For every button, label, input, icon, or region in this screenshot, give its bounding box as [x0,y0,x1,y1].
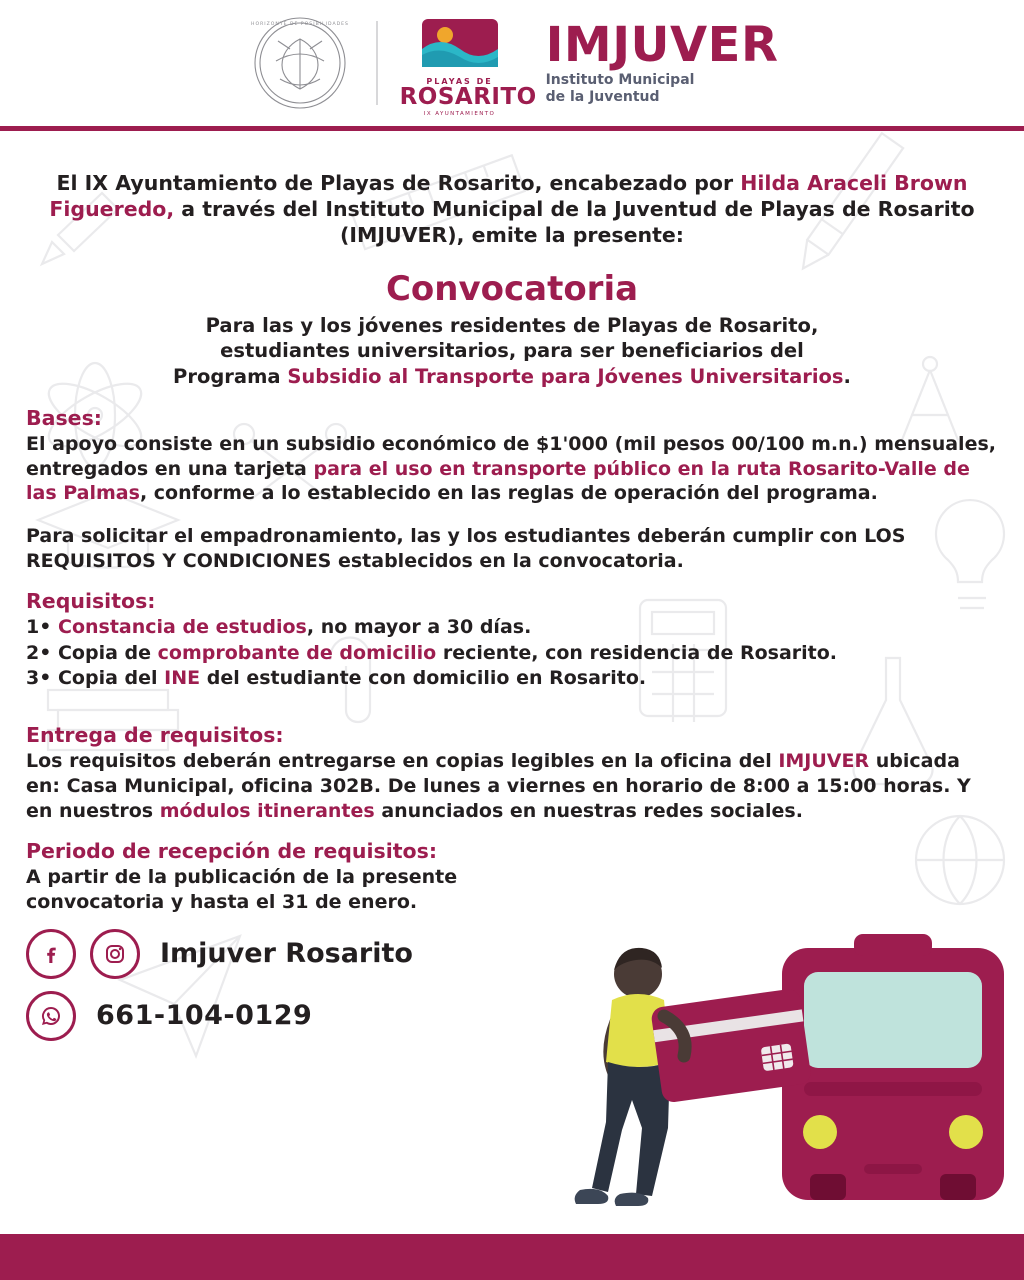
entrega-imjuver-highlight: IMJUVER [778,750,870,773]
footer-teeth [0,1234,1024,1252]
spacer [26,691,998,707]
contact-block [0,929,1024,1041]
intro-part1: El IX Ayuntamiento de Playas de Rosarito, encabezado por [56,170,741,195]
instagram-icon[interactable] [90,929,140,979]
bases-heading: Bases: [26,405,102,430]
page-header [0,0,1024,126]
bases-text-b: , conforme a lo establecido en las reglas de operación del programa. [139,482,878,505]
subtitle-line-3 [26,364,998,390]
page-title: Convocatoria [385,268,639,309]
bases-paragraph-1 [26,432,998,506]
requisito-post: del estudiante con domicilio en Rosarito. [200,666,647,689]
requisito-number: 2• [26,641,52,664]
subtitle-line-2: estudiantes universitarios, para ser beneficiarios del [220,339,804,363]
entrega-heading: Entrega de requisitos: [26,723,284,748]
subtitle-line3-pre: Programa [173,365,288,389]
periodo-heading: Periodo de recepción de requisitos: [26,839,438,864]
bases-paragraph-2: Para solicitar el empadronamiento, las y los estudiantes deberán cumplir con LOS REQUISITOS Y CONDICIONES establecidos en la convocatoria. [26,524,906,572]
phone-number: 661-104-0129 [96,1000,313,1032]
intro-paragraph [26,170,998,249]
requisito-highlight: Constancia de estudios [58,616,307,639]
requisito-post: , no mayor a 30 días. [306,616,532,639]
rosarito-small-label: PLAYAS DE [426,77,493,86]
entrega-paragraph [26,749,998,823]
imjuver-title: IMJUVER [545,17,779,74]
requisitos-list [26,615,998,691]
logo-divider [376,21,378,105]
playas-de-rosarito-logo [399,15,537,117]
requisito-pre: Copia de [51,641,158,664]
social-handle: Imjuver Rosarito [160,938,413,970]
list-item [26,641,998,666]
requisito-number: 3• [26,666,52,689]
requisitos-heading: Requisitos: [26,589,156,614]
facebook-icon[interactable] [26,929,76,979]
logo-group [246,15,537,117]
rosarito-tiny-label: IX AYUNTAMIENTO [423,111,496,117]
requisito-pre: Copia del [51,666,165,689]
imjuver-brand [545,17,779,105]
rosarito-seal-icon [246,15,354,111]
program-name: Subsidio al Transporte para Jóvenes Universitarios [287,365,844,389]
periodo-line-1: A partir de la publicación de la presente [26,866,458,889]
svg-text:HORIZONTE DE POSIBILIDADES: HORIZONTE DE POSIBILIDADES [250,22,349,27]
entrega-text-c: anunciados en nuestras redes sociales. [374,799,803,822]
imjuver-subtitle-line1: Instituto Municipal [545,72,695,89]
list-item [26,615,998,640]
periodo-paragraph [26,865,546,914]
whatsapp-icon[interactable] [26,991,76,1041]
periodo-line-2: convocatoria y hasta el 31 de enero. [26,890,418,913]
rosarito-main-label: ROSARITO [399,84,537,110]
social-row [26,929,1024,979]
phone-row [26,991,1024,1041]
entrega-text-b: ubicada en: Casa Municipal, oficina 302B. De lunes a viernes en horario de 8:00 a 15:00 horas. Y en nuestros [26,750,971,822]
requisito-pre [51,616,58,638]
entrega-text-a: Los requisitos deberán entregarse en copias legibles en la oficina del [26,750,779,773]
bases-route-highlight: para el uso en transporte público en la ruta Rosarito-Valle de las Palmas [26,457,970,505]
requisito-post: reciente, con residencia de Rosarito. [436,641,838,664]
requisito-highlight: INE [164,666,201,689]
subtitle-block [26,313,998,390]
subtitle-line-1: Para las y los jóvenes residentes de Playas de Rosarito, [205,313,819,337]
imjuver-subtitle [546,72,779,104]
header-divider [0,126,1024,131]
list-item [26,666,998,691]
spacer [26,506,998,522]
page-footer [0,1234,1024,1280]
entrega-modulos-highlight: módulos itinerantes [159,799,375,822]
intro-part2: a través del Instituto Municipal de la Juventud de Playas de Rosarito (IMJUVER), emite la presente: [174,196,975,247]
imjuver-subtitle-line2: de la Juventud [545,88,660,105]
document-body [0,131,1024,915]
bases-text-a: El apoyo consiste en un subsidio económico de $1'000 (mil pesos 00/100 m.n.) mensuales, entregados en una tarjeta [26,432,996,480]
requisito-number: 1• [26,616,52,639]
intro-mayor-name: Hilda Araceli Brown Figueredo, [49,170,968,221]
requisito-highlight: comprobante de domicilio [157,641,437,664]
subtitle-line3-post: . [843,365,851,389]
